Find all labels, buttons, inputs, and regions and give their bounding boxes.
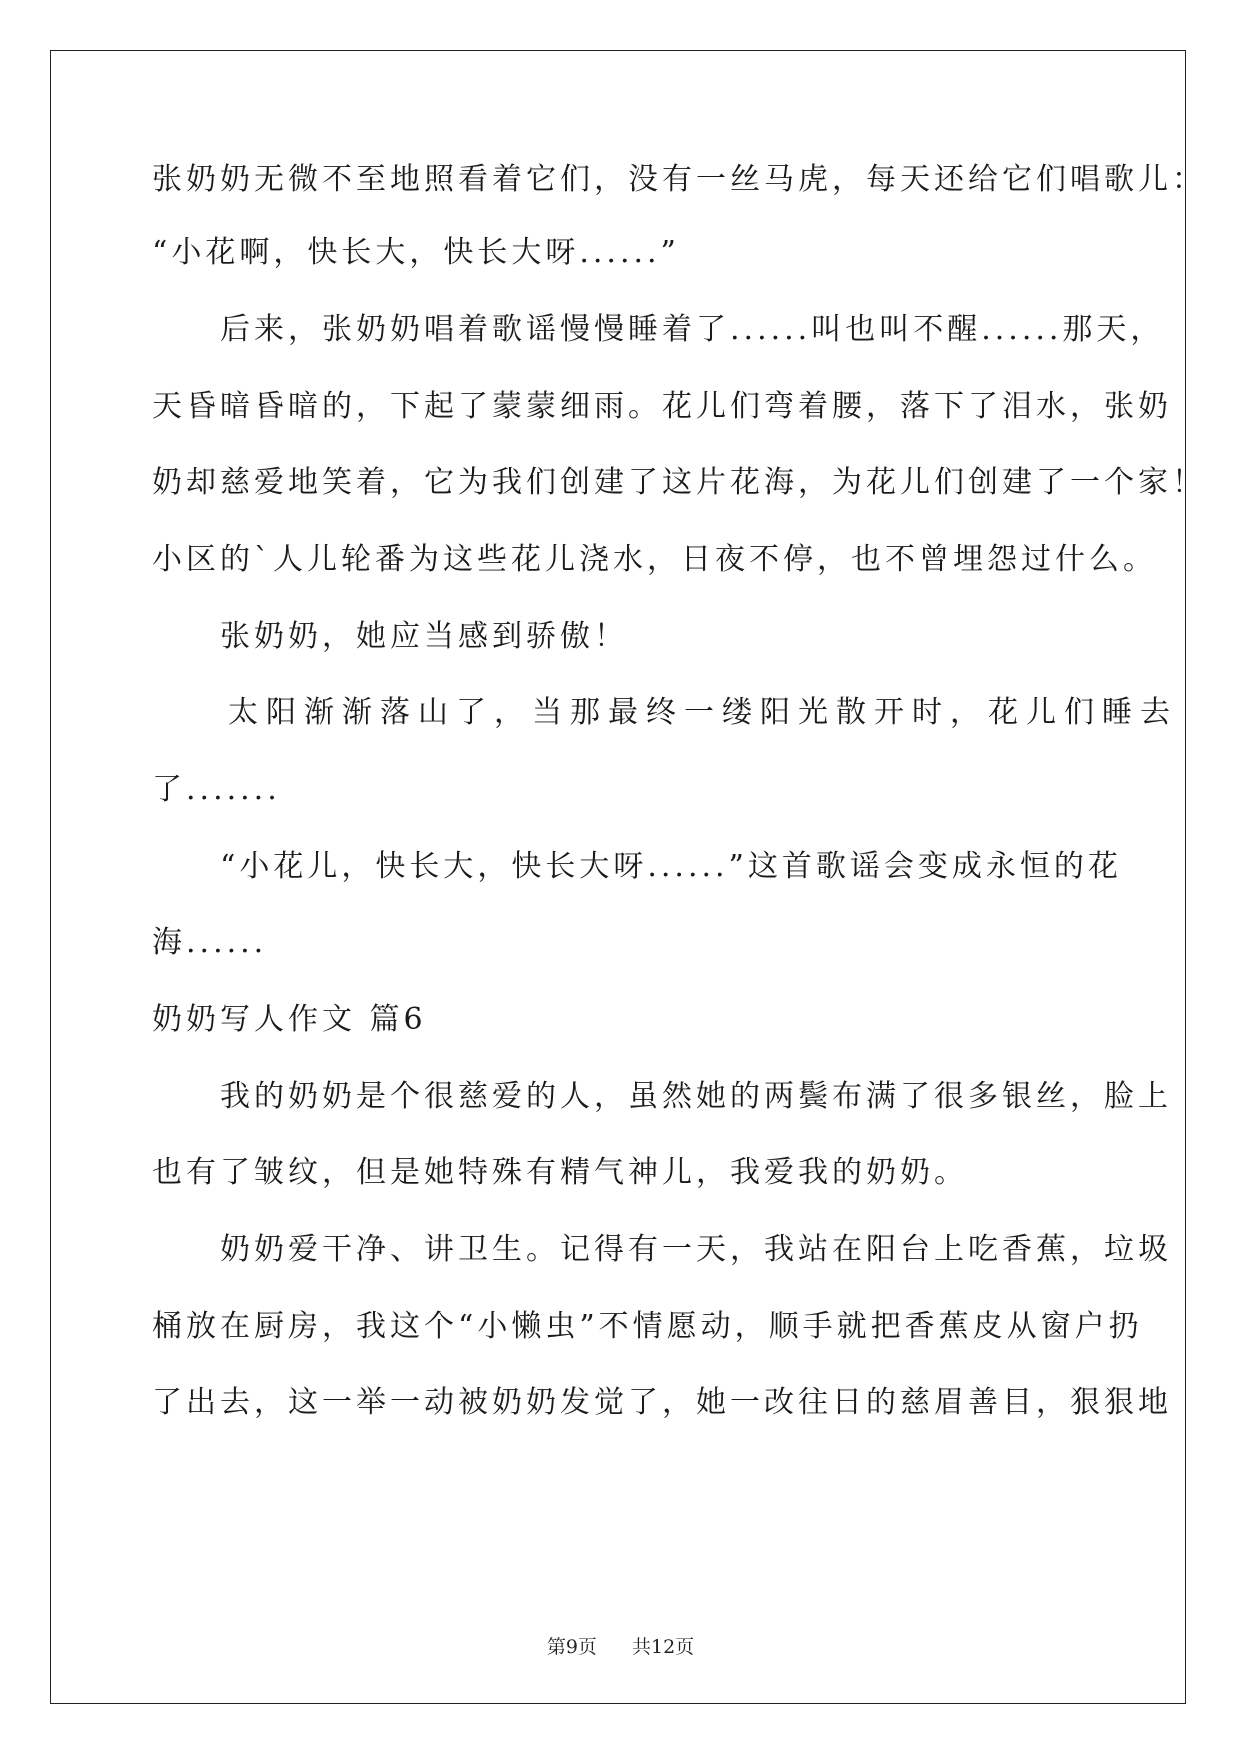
text-line: 也有了皱纹，但是她特殊有精气神儿，我爱我的奶奶。	[152, 1155, 968, 1190]
text-line: 后来，张奶奶唱着歌谣慢慢睡着了......叫也叫不醒......那天，	[152, 312, 1165, 347]
text-line: 天昏暗昏暗的，下起了蒙蒙细雨。花儿们弯着腰，落下了泪水，张奶	[152, 389, 1172, 424]
page-footer	[0, 1632, 1241, 1659]
text-line: 奶奶爱干净、讲卫生。记得有一天，我站在阳台上吃香蕉，垃圾	[152, 1232, 1172, 1267]
text-line: “小花啊，快长大，快长大呀......”	[152, 235, 680, 270]
text-line: “小花儿，快长大，快长大呀......”这首歌谣会变成永恒的花	[152, 849, 1122, 884]
text-line: 了出去，这一举一动被奶奶发觉了，她一改往日的慈眉善目，狠狠地	[152, 1385, 1172, 1420]
text-line: 太阳渐渐落山了，当那最终一缕阳光散开时，花儿们睡去	[152, 695, 1178, 730]
page-number: 第9页	[546, 1636, 597, 1658]
section-heading: 奶奶写人作文 篇6	[152, 1002, 427, 1037]
text-line: 张奶奶，她应当感到骄傲！	[152, 619, 628, 654]
text-line: 我的奶奶是个很慈爱的人，虽然她的两鬓布满了很多银丝，脸上	[152, 1079, 1172, 1114]
text-line: 奶却慈爱地笑着，它为我们创建了这片花海，为花儿们创建了一个家！	[152, 465, 1206, 500]
text-line: 海......	[152, 925, 268, 960]
text-line: 张奶奶无微不至地照看着它们，没有一丝马虎，每天还给它们唱歌儿：	[152, 162, 1206, 197]
text-line: 桶放在厨房，我这个“小懒虫”不情愿动，顺手就把香蕉皮从窗户扔	[152, 1309, 1143, 1344]
page-total: 共12页	[632, 1636, 695, 1658]
text-line: 了.......	[152, 772, 281, 807]
text-line: 小区的`人儿轮番为这些花儿浇水，日夜不停，也不曾埋怨过什么。	[152, 542, 1157, 577]
